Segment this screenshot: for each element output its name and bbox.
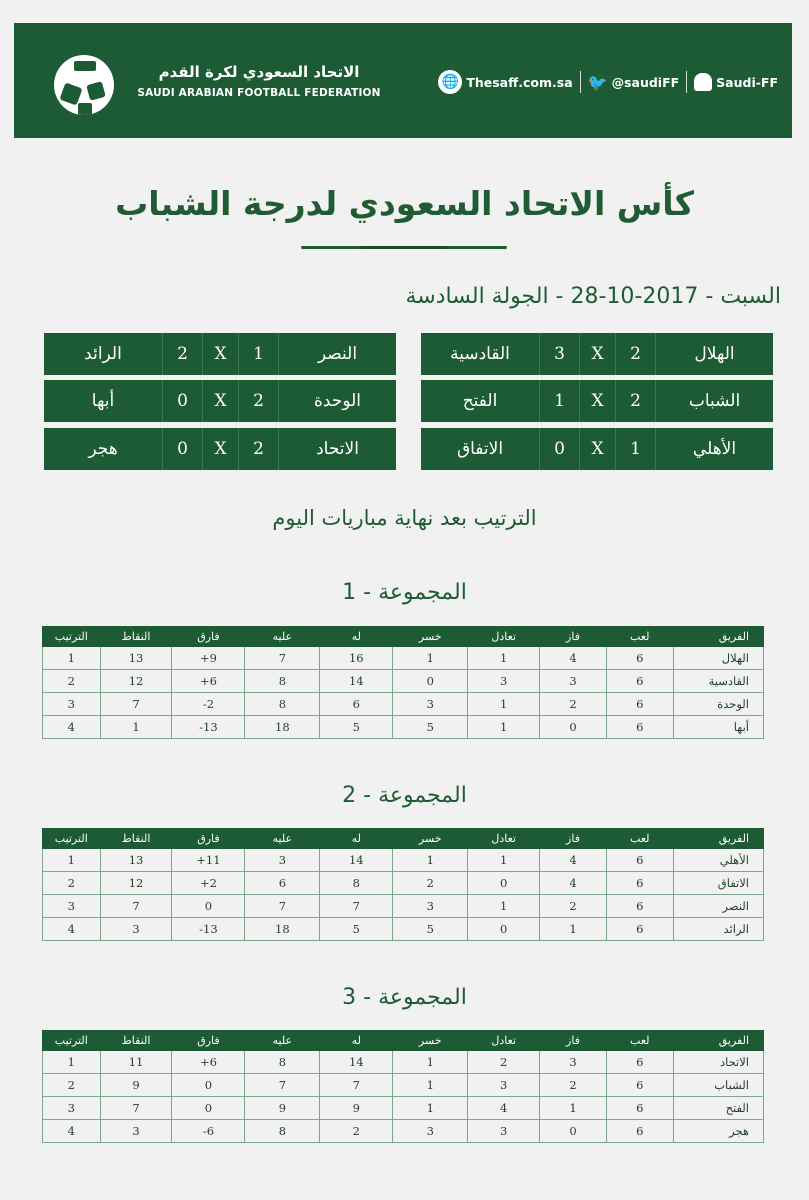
stat-cell: 8 — [320, 872, 393, 895]
page-title: كأس الاتحاد السعودي لدرجة الشباب — [115, 184, 694, 223]
away-score: 2 — [162, 333, 202, 375]
stat-cell: 7 — [320, 895, 393, 918]
match-result — [421, 428, 773, 470]
stat-cell: 6 — [606, 849, 673, 872]
away-team: الفتح — [462, 391, 498, 411]
standings-heading: الترتيب بعد نهاية مباريات اليوم — [272, 506, 537, 530]
stat-cell: 6 — [606, 693, 673, 716]
stat-cell: 7 — [100, 693, 172, 716]
divider — [686, 71, 687, 93]
stat-cell: 5 — [320, 716, 393, 739]
away-team: أبها — [91, 391, 115, 411]
stat-cell: 3 — [245, 849, 320, 872]
column-header: النقاط — [100, 627, 172, 647]
table-row — [43, 670, 764, 693]
stat-cell: 0 — [468, 918, 540, 941]
match-result — [44, 333, 396, 375]
federation-logo — [54, 53, 384, 113]
column-header: الفريق — [673, 627, 763, 647]
away-score: 0 — [162, 380, 202, 422]
column-header: الفريق — [673, 829, 763, 849]
home-score: 1 — [615, 428, 655, 470]
stat-cell: 6 — [606, 1051, 673, 1074]
stat-cell: 1 — [43, 647, 101, 670]
column-header: خسر — [393, 627, 468, 647]
stat-cell: 7 — [320, 1074, 393, 1097]
table-row — [43, 872, 764, 895]
stat-cell: 2 — [540, 693, 607, 716]
stat-cell: 14 — [320, 670, 393, 693]
home-team: الوحدة — [278, 380, 396, 422]
table-row — [43, 647, 764, 670]
home-team: الأهلي — [655, 428, 773, 470]
stat-cell: 3 — [468, 1074, 540, 1097]
column-header: له — [320, 829, 393, 849]
stat-cell: 1 — [43, 1051, 101, 1074]
column-header: فارق — [172, 829, 245, 849]
stat-cell: 4 — [540, 849, 607, 872]
stat-cell: 6 — [606, 918, 673, 941]
stat-cell: 2 — [540, 895, 607, 918]
stat-cell: -2 — [172, 693, 245, 716]
home-score: 1 — [238, 333, 278, 375]
stat-cell: +2 — [172, 872, 245, 895]
social-links — [438, 69, 778, 95]
versus-mark: X — [202, 428, 238, 470]
home-team: النصر — [278, 333, 396, 375]
stat-cell: +6 — [172, 670, 245, 693]
team-name-cell: الرائد — [673, 918, 763, 941]
table-row — [43, 716, 764, 739]
team-name-cell: الشباب — [673, 1074, 763, 1097]
stat-cell: 3 — [43, 895, 101, 918]
stat-cell: 1 — [468, 849, 540, 872]
versus-mark: X — [579, 380, 615, 422]
stat-cell: 0 — [540, 716, 607, 739]
stat-cell: 8 — [245, 670, 320, 693]
away-score: 3 — [539, 333, 579, 375]
column-header: الترتيب — [43, 627, 101, 647]
column-header: خسر — [393, 829, 468, 849]
standings-table — [42, 1030, 764, 1143]
away-team: الاتفاق — [456, 439, 504, 459]
table-header-row — [43, 1031, 764, 1051]
home-score: 2 — [615, 333, 655, 375]
column-header: فاز — [540, 829, 607, 849]
stat-cell: 3 — [393, 1120, 468, 1143]
stat-cell: 5 — [393, 716, 468, 739]
stat-cell: 1 — [393, 1074, 468, 1097]
stat-cell: 6 — [606, 895, 673, 918]
stat-cell: -6 — [172, 1120, 245, 1143]
stat-cell: 12 — [100, 670, 172, 693]
column-header: عليه — [245, 1031, 320, 1051]
stat-cell: 3 — [43, 693, 101, 716]
column-header: النقاط — [100, 1031, 172, 1051]
stat-cell: 3 — [393, 693, 468, 716]
away-team: الرائد — [84, 344, 122, 364]
stat-cell: 3 — [393, 895, 468, 918]
column-header: له — [320, 627, 393, 647]
stat-cell: 8 — [245, 1120, 320, 1143]
team-name-cell: القادسية — [673, 670, 763, 693]
stat-cell: 3 — [100, 1120, 172, 1143]
stat-cell: 1 — [43, 849, 101, 872]
stat-cell: 3 — [540, 670, 607, 693]
stat-cell: 3 — [43, 1097, 101, 1120]
standings-table — [42, 828, 764, 941]
twitter-icon: 🐦 — [587, 72, 608, 92]
table-row — [43, 918, 764, 941]
stat-cell: 18 — [245, 918, 320, 941]
match-result — [44, 380, 396, 422]
versus-mark: X — [579, 428, 615, 470]
column-header: تعادل — [468, 627, 540, 647]
match-result — [44, 428, 396, 470]
stat-cell: -13 — [172, 716, 245, 739]
stat-cell: 4 — [43, 918, 101, 941]
versus-mark: X — [202, 380, 238, 422]
stat-cell: 18 — [245, 716, 320, 739]
stat-cell: +9 — [172, 647, 245, 670]
twitter-link[interactable] — [588, 73, 680, 92]
column-header: النقاط — [100, 829, 172, 849]
org-name-arabic: الاتحاد السعودي لكرة القدم — [158, 63, 360, 81]
team-name-cell: هجر — [673, 1120, 763, 1143]
away-team: القادسية — [450, 344, 510, 364]
snapchat-icon — [694, 73, 712, 91]
team-name-cell: الاتحاد — [673, 1051, 763, 1074]
home-team: الاتحاد — [278, 428, 396, 470]
match-result — [421, 333, 773, 375]
stat-cell: 8 — [245, 693, 320, 716]
stat-cell: 1 — [468, 716, 540, 739]
stat-cell: 0 — [172, 1097, 245, 1120]
standings-table — [42, 626, 764, 739]
stat-cell: 0 — [172, 1074, 245, 1097]
stat-cell: 2 — [43, 872, 101, 895]
stat-cell: 9 — [245, 1097, 320, 1120]
away-score: 0 — [162, 428, 202, 470]
org-name-english: SAUDI ARABIAN FOOTBALL FEDERATION — [137, 87, 381, 99]
round-info: السبت - 2017-10-28 - الجولة السادسة — [405, 284, 781, 309]
away-score: 1 — [539, 380, 579, 422]
team-name-cell: الهلال — [673, 647, 763, 670]
stat-cell: 1 — [100, 716, 172, 739]
table-row — [43, 1097, 764, 1120]
match-result — [421, 380, 773, 422]
team-name-cell: الاتفاق — [673, 872, 763, 895]
away-score: 0 — [539, 428, 579, 470]
column-header: الفريق — [673, 1031, 763, 1051]
stat-cell: 6 — [606, 670, 673, 693]
stat-cell: 1 — [468, 647, 540, 670]
stat-cell: 9 — [100, 1074, 172, 1097]
stat-cell: 11 — [100, 1051, 172, 1074]
stat-cell: 2 — [320, 1120, 393, 1143]
globe-icon: 🌐 — [438, 70, 462, 94]
stat-cell: 6 — [606, 1097, 673, 1120]
title-underline — [301, 246, 507, 249]
table-row — [43, 1074, 764, 1097]
home-score: 2 — [615, 380, 655, 422]
stat-cell: 3 — [468, 1120, 540, 1143]
table-row — [43, 693, 764, 716]
stat-cell: 0 — [393, 670, 468, 693]
stat-cell: 4 — [540, 872, 607, 895]
stat-cell: 6 — [606, 1074, 673, 1097]
group-title: المجموعة - 1 — [342, 580, 467, 605]
stat-cell: 9 — [320, 1097, 393, 1120]
snapchat-link[interactable] — [694, 73, 778, 91]
column-header: خسر — [393, 1031, 468, 1051]
stat-cell: 0 — [540, 1120, 607, 1143]
table-header-row — [43, 829, 764, 849]
stat-cell: 1 — [540, 1097, 607, 1120]
team-name-cell: الوحدة — [673, 693, 763, 716]
stat-cell: 7 — [100, 1097, 172, 1120]
home-score: 2 — [238, 380, 278, 422]
table-header-row — [43, 627, 764, 647]
twitter-handle: @saudiFF — [611, 74, 680, 90]
stat-cell: 13 — [100, 849, 172, 872]
stat-cell: 1 — [393, 1051, 468, 1074]
stat-cell: 6 — [606, 872, 673, 895]
stat-cell: +6 — [172, 1051, 245, 1074]
stat-cell: 3 — [540, 1051, 607, 1074]
stat-cell: 6 — [320, 693, 393, 716]
stat-cell: 16 — [320, 647, 393, 670]
column-header: لعب — [606, 1031, 673, 1051]
stat-cell: 2 — [540, 1074, 607, 1097]
column-header: الترتيب — [43, 829, 101, 849]
team-name-cell: النصر — [673, 895, 763, 918]
website-text: Thesaff.com.sa — [466, 74, 573, 90]
stat-cell: 4 — [43, 716, 101, 739]
column-header: فارق — [172, 627, 245, 647]
snapchat-handle: Saudi-FF — [716, 74, 778, 90]
stat-cell: 0 — [468, 872, 540, 895]
stat-cell: 4 — [468, 1097, 540, 1120]
stat-cell: 6 — [606, 1120, 673, 1143]
team-name-cell: أبها — [673, 716, 763, 739]
versus-mark: X — [202, 333, 238, 375]
stat-cell: 13 — [100, 647, 172, 670]
column-header: عليه — [245, 627, 320, 647]
stat-cell: 2 — [43, 1074, 101, 1097]
stat-cell: 2 — [43, 670, 101, 693]
home-team: الهلال — [655, 333, 773, 375]
stat-cell: 7 — [245, 1074, 320, 1097]
column-header: لعب — [606, 829, 673, 849]
home-score: 2 — [238, 428, 278, 470]
stat-cell: 1 — [393, 647, 468, 670]
table-row — [43, 849, 764, 872]
stat-cell: 2 — [393, 872, 468, 895]
stat-cell: 6 — [606, 647, 673, 670]
versus-mark: X — [579, 333, 615, 375]
stat-cell: 12 — [100, 872, 172, 895]
away-team: هجر — [88, 439, 118, 459]
column-header: فاز — [540, 1031, 607, 1051]
group-title: المجموعة - 3 — [342, 985, 467, 1010]
stat-cell: 7 — [100, 895, 172, 918]
stat-cell: 14 — [320, 1051, 393, 1074]
team-name-cell: الفتح — [673, 1097, 763, 1120]
stat-cell: 1 — [393, 1097, 468, 1120]
divider — [580, 71, 581, 93]
stat-cell: 5 — [320, 918, 393, 941]
column-header: لعب — [606, 627, 673, 647]
website-link[interactable] — [438, 70, 572, 94]
stat-cell: 1 — [468, 693, 540, 716]
stat-cell: 3 — [100, 918, 172, 941]
home-team: الشباب — [655, 380, 773, 422]
stat-cell: 7 — [245, 895, 320, 918]
table-row — [43, 1051, 764, 1074]
column-header: فاز — [540, 627, 607, 647]
stat-cell: 1 — [468, 895, 540, 918]
group-title: المجموعة - 2 — [342, 783, 467, 808]
column-header: له — [320, 1031, 393, 1051]
column-header: الترتيب — [43, 1031, 101, 1051]
table-row — [43, 1120, 764, 1143]
stat-cell: 14 — [320, 849, 393, 872]
stat-cell: 6 — [245, 872, 320, 895]
header-banner — [14, 23, 792, 138]
column-header: فارق — [172, 1031, 245, 1051]
stat-cell: 4 — [43, 1120, 101, 1143]
stat-cell: 6 — [606, 716, 673, 739]
stat-cell: 1 — [540, 918, 607, 941]
column-header: تعادل — [468, 829, 540, 849]
table-row — [43, 895, 764, 918]
stat-cell: 7 — [245, 647, 320, 670]
stat-cell: 3 — [468, 670, 540, 693]
stat-cell: 1 — [393, 849, 468, 872]
column-header: عليه — [245, 829, 320, 849]
stat-cell: 0 — [172, 895, 245, 918]
stat-cell: +11 — [172, 849, 245, 872]
stat-cell: 4 — [540, 647, 607, 670]
stat-cell: 2 — [468, 1051, 540, 1074]
team-name-cell: الأهلي — [673, 849, 763, 872]
soccer-ball-logo — [54, 55, 114, 115]
column-header: تعادل — [468, 1031, 540, 1051]
stat-cell: 8 — [245, 1051, 320, 1074]
stat-cell: 5 — [393, 918, 468, 941]
stat-cell: -13 — [172, 918, 245, 941]
